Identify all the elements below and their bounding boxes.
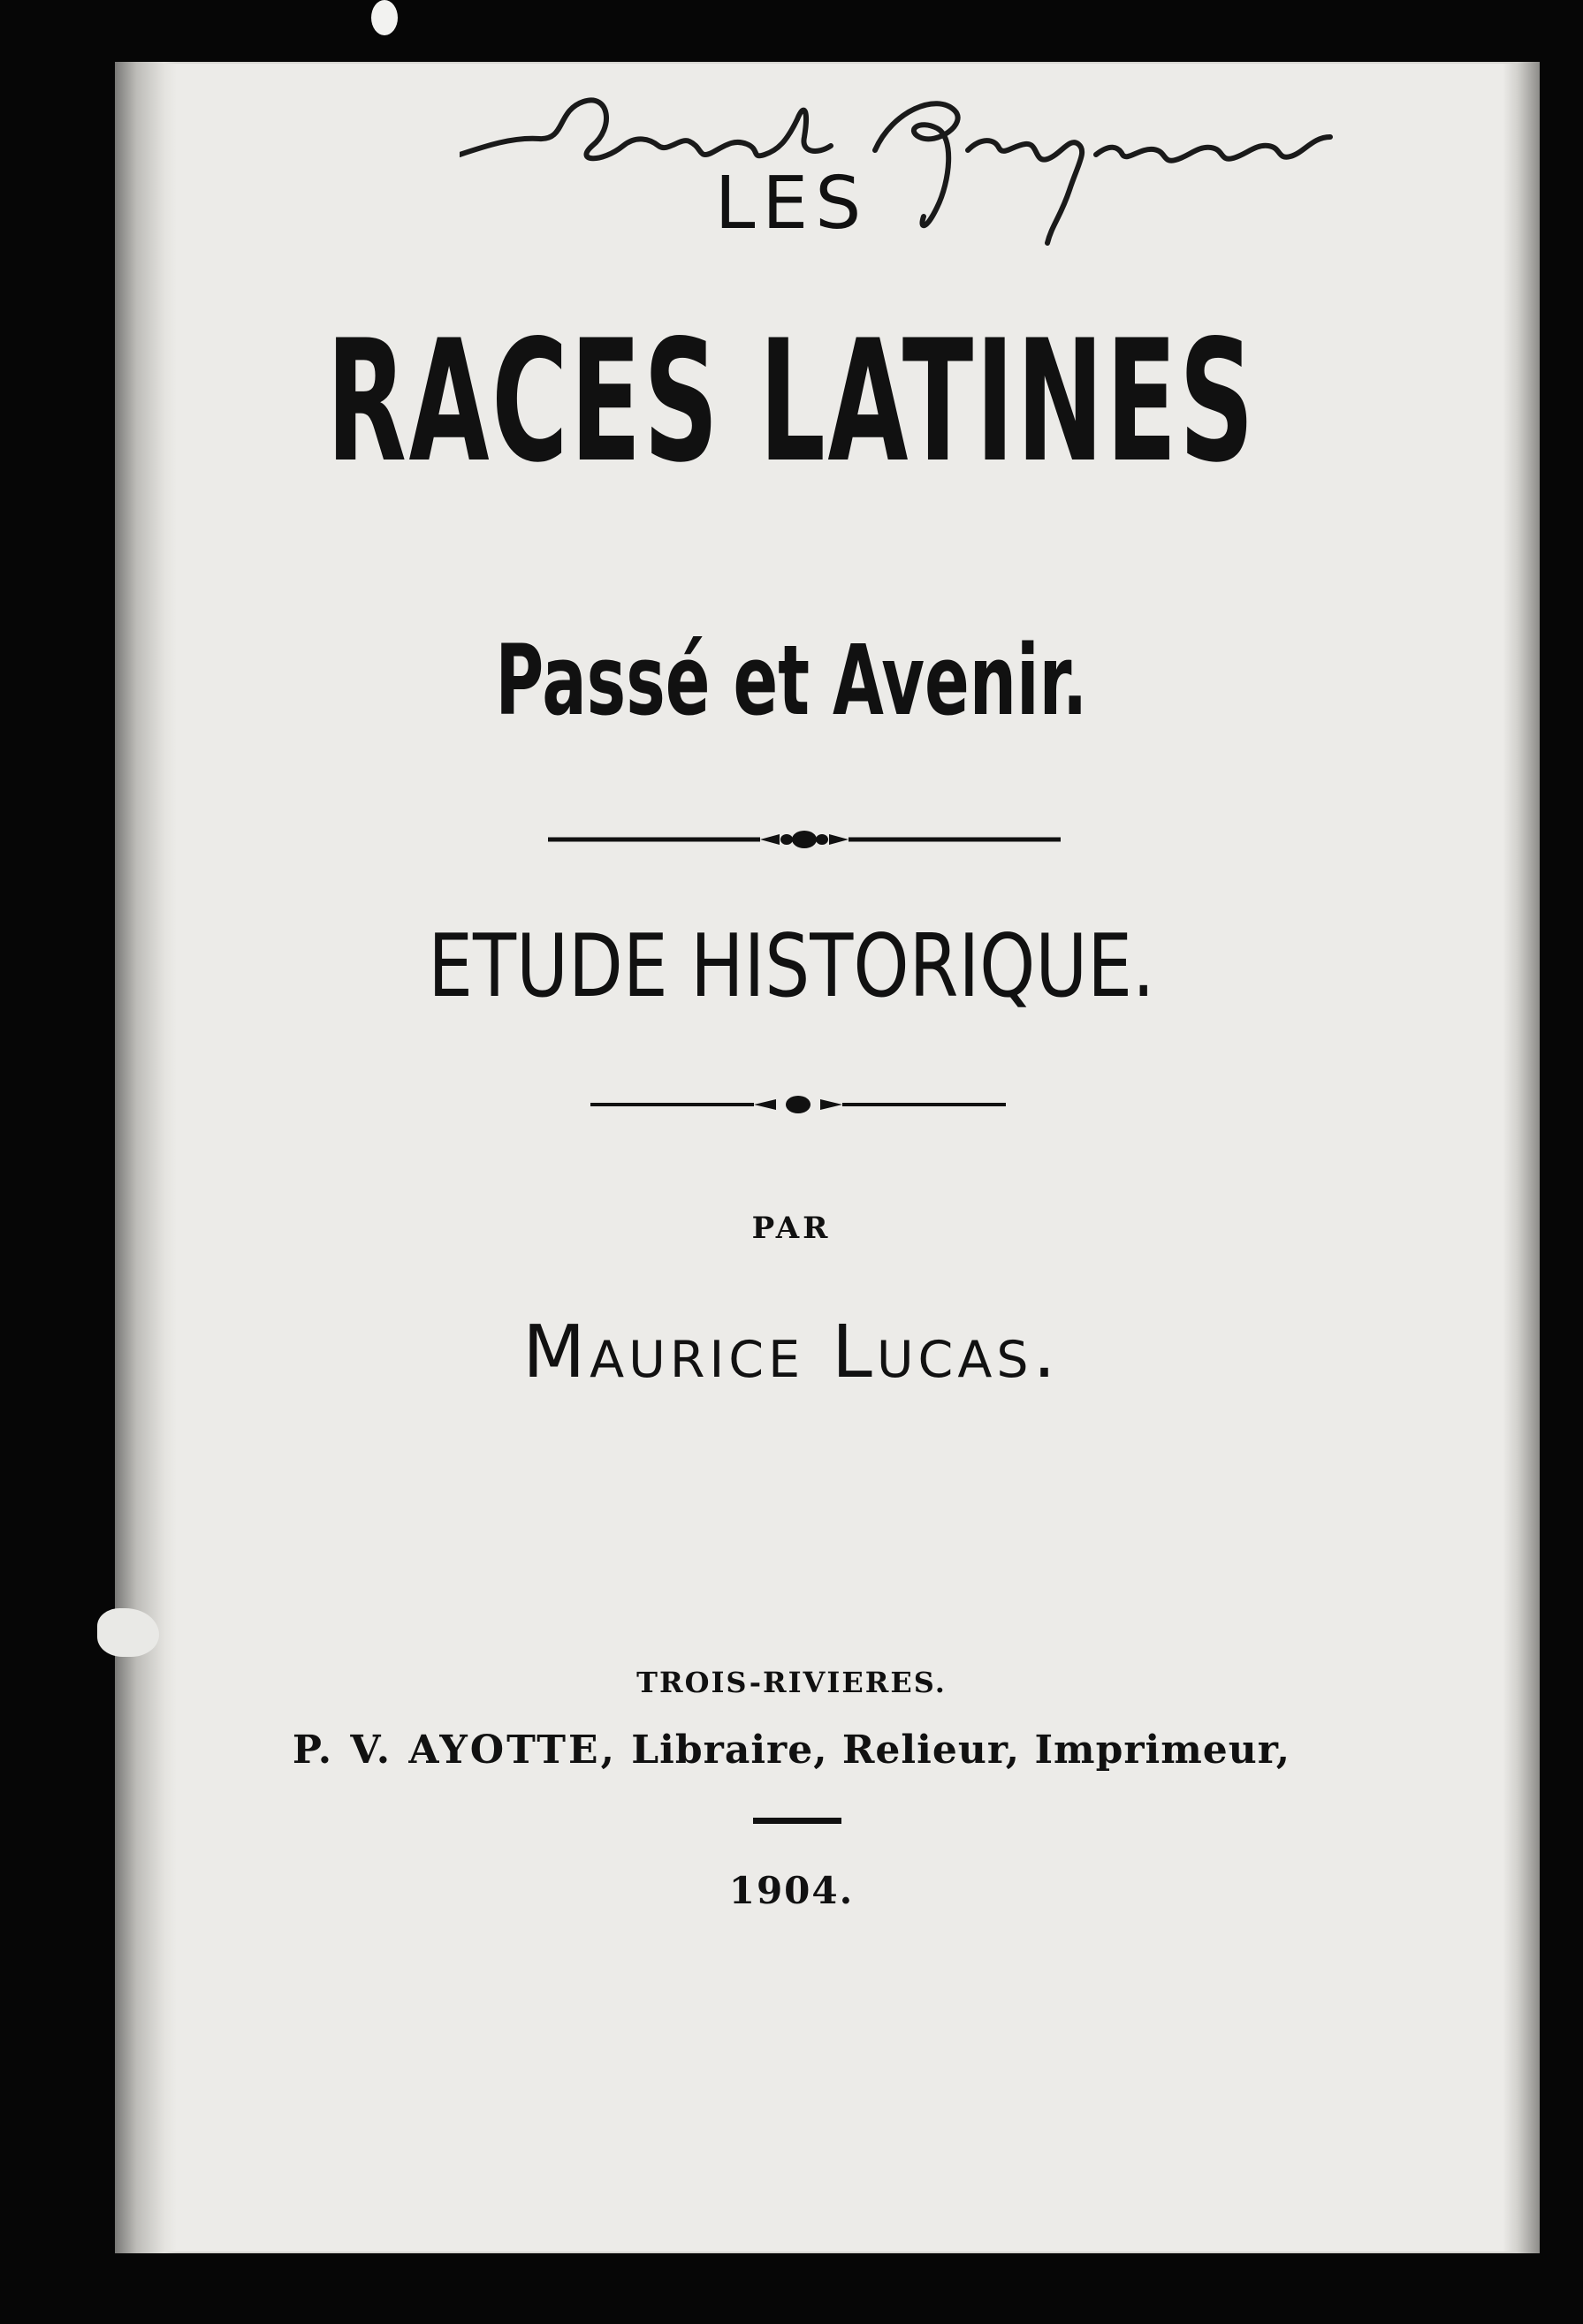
ornamental-rule-top bbox=[548, 826, 1061, 853]
page-edge-shadow-left bbox=[115, 62, 177, 2253]
imprint-city: TROIS-RIVIERES. bbox=[636, 1666, 947, 1699]
byline-par: PAR bbox=[751, 1211, 832, 1246]
genre-heading: ETUDE HISTORIQUE. bbox=[428, 916, 1155, 1017]
ornamental-rule-bottom bbox=[590, 1091, 1006, 1118]
main-title: RACES LATINES bbox=[326, 304, 1257, 499]
page-edge-shadow-right bbox=[1503, 62, 1540, 2253]
author-name: Maurice Lucas. bbox=[522, 1310, 1061, 1394]
subtitle: Passé et Avenir. bbox=[495, 624, 1088, 737]
publisher-name: P. V. AYOTTE, bbox=[292, 1728, 617, 1773]
scan-speck bbox=[371, 0, 398, 35]
title-article: LES bbox=[714, 162, 869, 246]
year-rule bbox=[753, 1818, 841, 1824]
imprint-publisher bbox=[0, 1728, 1583, 1773]
publisher-roles: Libraire, Relieur, Imprimeur, bbox=[631, 1728, 1291, 1773]
imprint-year: 1904. bbox=[728, 1869, 855, 1912]
